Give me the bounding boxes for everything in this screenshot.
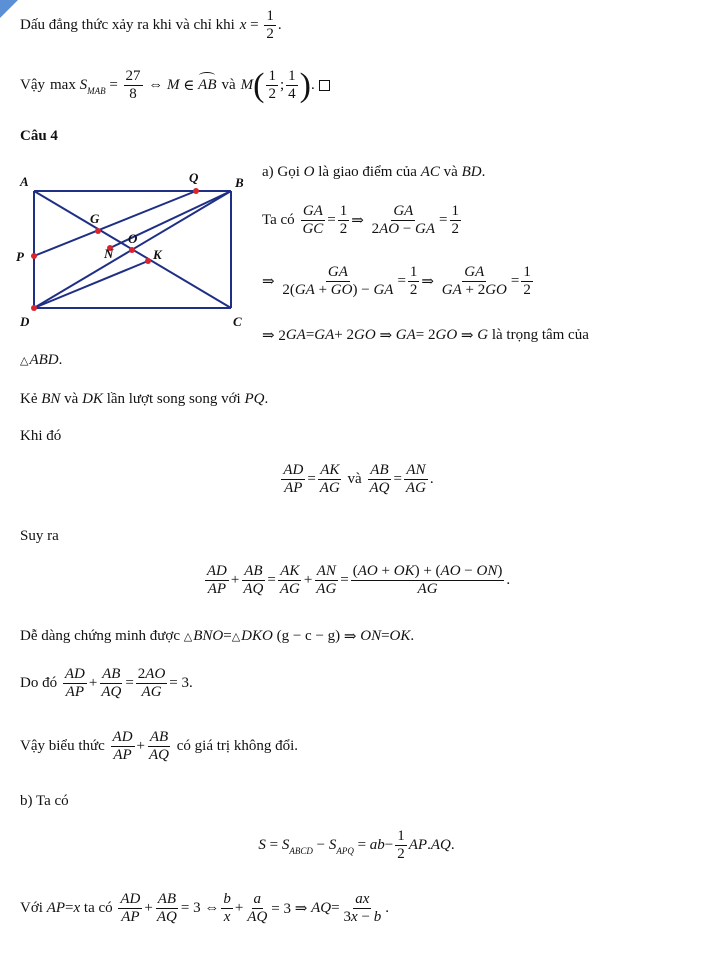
ke-word: Kẻ [20, 391, 38, 407]
label-O: O [128, 231, 138, 246]
sum-equation: AD AP + AB AQ = AK AG + AN AG = (AO + OK) + (AO − ON) AG . [206, 563, 511, 597]
and-word: và [443, 164, 458, 180]
easy-proof-text: Dễ dàng chứng minh được [20, 628, 180, 644]
triangle-ABD-line: △ ABD . [20, 352, 63, 368]
segment-DK [34, 261, 148, 308]
parallel-text: lần lượt song song với [106, 391, 241, 407]
point-P [31, 253, 37, 259]
part-a-intro: a) Gọi O là giao điểm của AC và BD . [262, 164, 486, 180]
question-4-title: Câu 4 [20, 128, 58, 144]
label-Q: Q [189, 170, 199, 185]
label-D: D [20, 314, 30, 329]
khi-do-line: Khi đó [20, 428, 62, 444]
parallel-construction-line: Kẻ BN và DK lần lượt song song với PQ . [20, 391, 269, 407]
max-area-line: Vậy max S MAB = 27 8 ⇔ M ∈ AB và M ( 1 2 ; 1 4 ) . [20, 68, 330, 103]
expression-tail: có giá trị không đổi. [176, 738, 298, 754]
do-do-line: Do đó AD AP + AB AQ = 2AO AG = 3. [20, 666, 193, 700]
and-word: và [347, 471, 362, 487]
part-a-label: a) Gọi [262, 164, 300, 180]
ta-co-text: ta có [83, 900, 113, 916]
expression-lead: Vậy biểu thức [20, 738, 105, 754]
label-K: K [153, 247, 162, 262]
ratio-line-2: ⇒ GA 2(GA + GO) − GA = 1 2 ⇒ GA GA + 2GO = 1 2 [262, 264, 531, 298]
ratio-line-1: Ta có GA GC = 1 2 ⇒ GA 2AO − GA = 1 2 [262, 203, 460, 237]
page-corner-fold [0, 0, 18, 18]
point-K [145, 258, 151, 264]
aq-expression-line: Với AP = x ta có AD AP + AB AQ = 3 ⇔ b x + a AQ = 3 ⇒ AQ = ax 3x − b . [20, 891, 389, 925]
label-C: C [233, 314, 242, 329]
centroid-line: ⇒ 2 GA = GA + 2 GO ⇒ GA = 2 GO ⇒ G là trọng tâm của [262, 327, 589, 344]
label-P: P [16, 249, 24, 264]
proportion-equation: AD AP = AK AG và AB AQ = AN AG . [283, 462, 434, 496]
max-operator: max [50, 77, 76, 93]
rectangle-diagram [12, 170, 252, 335]
label-A: A [20, 174, 29, 189]
point-D [31, 305, 37, 311]
congruence-line: Dễ dàng chứng minh được △ BNO = △ DKO (g − c − g) ⇒ ON = OK . [20, 628, 415, 645]
congruence-case: (g − c − g) [276, 628, 341, 644]
constant-expression-line: Vậy biểu thức AD AP + AB AQ có giá trị không đổi. [20, 729, 298, 763]
label-B: B [235, 175, 244, 190]
point-O [129, 247, 135, 253]
and-word: và [221, 77, 236, 93]
do-do-text: Do đó [20, 675, 58, 691]
equality-condition-text: Dấu đẳng thức xảy ra khi và chỉ khi [20, 17, 235, 33]
centroid-text: là trọng tâm của [491, 327, 589, 343]
part-b-intro: b) Ta có [20, 793, 69, 809]
label-G: G [90, 211, 100, 226]
voi-text: Với [20, 900, 43, 916]
label-N: N [104, 246, 114, 261]
point-G [95, 228, 101, 234]
end-of-proof-icon [319, 80, 330, 91]
area-equation: S = S ABCD − S APQ = ab − 1 2 AP . AQ . [258, 828, 455, 862]
ta-co-text: Ta có [262, 212, 295, 228]
and-word: và [64, 391, 79, 407]
suy-ra-line: Suy ra [20, 528, 59, 544]
part-a-mid-text: là giao điểm của [318, 164, 417, 180]
equality-condition-line: Dấu đẳng thức xảy ra khi và chỉ khi x = 1 2 . [20, 8, 282, 42]
point-Q [193, 188, 199, 194]
conclusion-lead: Vậy [20, 77, 45, 93]
